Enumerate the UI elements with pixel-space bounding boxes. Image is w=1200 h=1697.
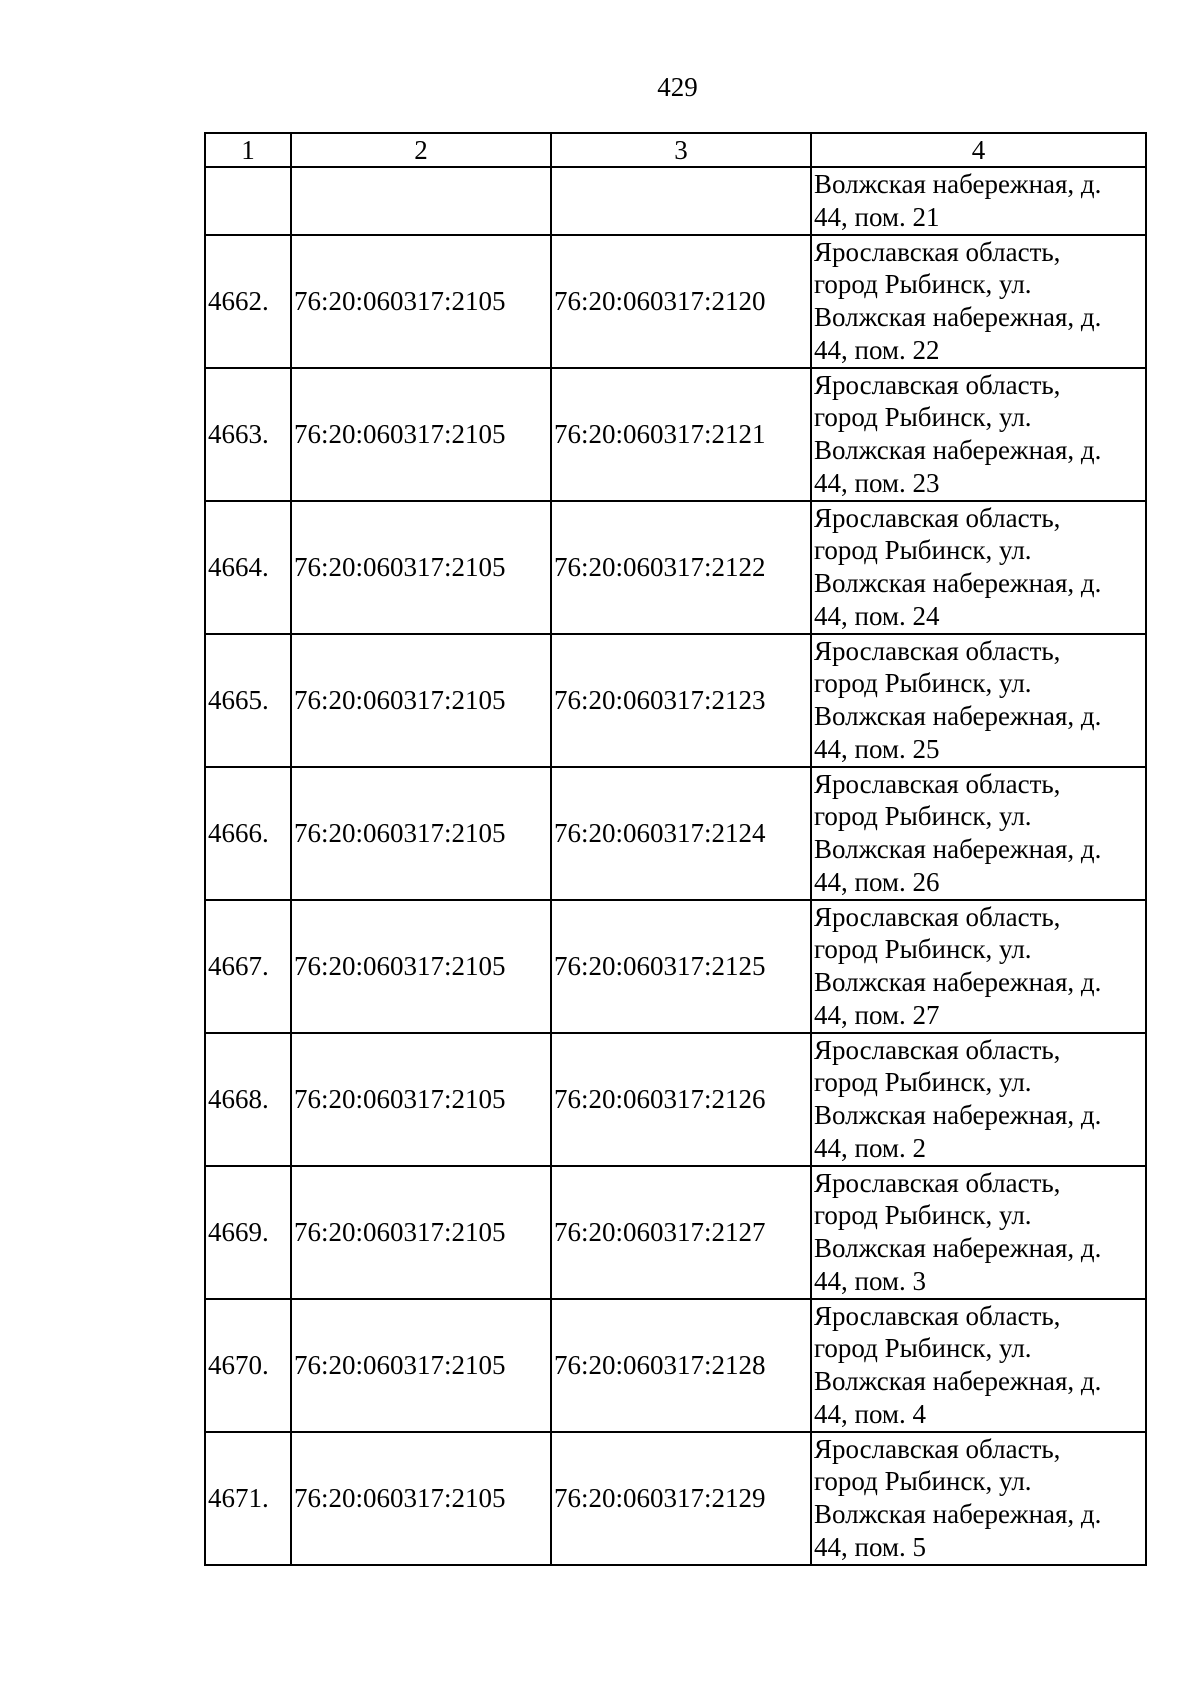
registry-table bbox=[204, 132, 1147, 1566]
address-cell: Ярославская область, город Рыбинск, ул. Волжская набережная, д. 44, пом. 4 bbox=[811, 1299, 1146, 1432]
page-number: 429 bbox=[657, 72, 698, 102]
address-cell: Ярославская область, город Рыбинск, ул. Волжская набережная, д. 44, пом. 24 bbox=[811, 501, 1146, 634]
parent-cadastral-cell: 76:20:060317:2105 bbox=[291, 1033, 551, 1166]
parent-cadastral-cell: 76:20:060317:2105 bbox=[291, 501, 551, 634]
cadastral-number-cell bbox=[551, 167, 811, 235]
table-row-continuation bbox=[205, 167, 1146, 235]
address-cell: Ярославская область, город Рыбинск, ул. Волжская набережная, д. 44, пом. 27 bbox=[811, 900, 1146, 1033]
table-row bbox=[205, 1033, 1146, 1166]
cadastral-number-cell: 76:20:060317:2127 bbox=[551, 1166, 811, 1299]
parent-cadastral-cell: 76:20:060317:2105 bbox=[291, 368, 551, 501]
parent-cadastral-cell: 76:20:060317:2105 bbox=[291, 634, 551, 767]
cadastral-number-cell: 76:20:060317:2124 bbox=[551, 767, 811, 900]
cadastral-number-cell: 76:20:060317:2122 bbox=[551, 501, 811, 634]
cadastral-number-cell: 76:20:060317:2121 bbox=[551, 368, 811, 501]
cadastral-number-cell: 76:20:060317:2129 bbox=[551, 1432, 811, 1565]
column-header-2: 2 bbox=[291, 133, 551, 167]
row-number-cell: 4671. bbox=[205, 1432, 291, 1565]
parent-cadastral-cell: 76:20:060317:2105 bbox=[291, 767, 551, 900]
column-header-1: 1 bbox=[205, 133, 291, 167]
address-cell: Волжская набережная, д. 44, пом. 21 bbox=[811, 167, 1146, 235]
parent-cadastral-cell: 76:20:060317:2105 bbox=[291, 235, 551, 368]
row-number-cell: 4669. bbox=[205, 1166, 291, 1299]
row-number-cell: 4668. bbox=[205, 1033, 291, 1166]
table-row bbox=[205, 368, 1146, 501]
table-row bbox=[205, 235, 1146, 368]
address-cell: Ярославская область, город Рыбинск, ул. Волжская набережная, д. 44, пом. 5 bbox=[811, 1432, 1146, 1565]
table-row bbox=[205, 767, 1146, 900]
column-header-4: 4 bbox=[811, 133, 1146, 167]
cadastral-number-cell: 76:20:060317:2120 bbox=[551, 235, 811, 368]
row-number-cell: 4664. bbox=[205, 501, 291, 634]
table-row bbox=[205, 1166, 1146, 1299]
cadastral-number-cell: 76:20:060317:2123 bbox=[551, 634, 811, 767]
parent-cadastral-cell: 76:20:060317:2105 bbox=[291, 1299, 551, 1432]
row-number-cell: 4662. bbox=[205, 235, 291, 368]
table-row bbox=[205, 1299, 1146, 1432]
parent-cadastral-cell bbox=[291, 167, 551, 235]
address-cell: Ярославская область, город Рыбинск, ул. Волжская набережная, д. 44, пом. 22 bbox=[811, 235, 1146, 368]
row-number-cell: 4670. bbox=[205, 1299, 291, 1432]
table-header-row bbox=[205, 133, 1146, 167]
row-number-cell: 4663. bbox=[205, 368, 291, 501]
cadastral-number-cell: 76:20:060317:2126 bbox=[551, 1033, 811, 1166]
address-cell: Ярославская область, город Рыбинск, ул. Волжская набережная, д. 44, пом. 2 bbox=[811, 1033, 1146, 1166]
table-row bbox=[205, 501, 1146, 634]
table-row bbox=[205, 634, 1146, 767]
column-header-3: 3 bbox=[551, 133, 811, 167]
address-cell: Ярославская область, город Рыбинск, ул. Волжская набережная, д. 44, пом. 3 bbox=[811, 1166, 1146, 1299]
row-number-cell: 4667. bbox=[205, 900, 291, 1033]
parent-cadastral-cell: 76:20:060317:2105 bbox=[291, 1166, 551, 1299]
address-cell: Ярославская область, город Рыбинск, ул. Волжская набережная, д. 44, пом. 26 bbox=[811, 767, 1146, 900]
parent-cadastral-cell: 76:20:060317:2105 bbox=[291, 900, 551, 1033]
address-cell: Ярославская область, город Рыбинск, ул. Волжская набережная, д. 44, пом. 23 bbox=[811, 368, 1146, 501]
table-row bbox=[205, 1432, 1146, 1565]
address-cell: Ярославская область, город Рыбинск, ул. Волжская набережная, д. 44, пом. 25 bbox=[811, 634, 1146, 767]
row-number-cell bbox=[205, 167, 291, 235]
row-number-cell: 4665. bbox=[205, 634, 291, 767]
cadastral-number-cell: 76:20:060317:2125 bbox=[551, 900, 811, 1033]
table-row bbox=[205, 900, 1146, 1033]
parent-cadastral-cell: 76:20:060317:2105 bbox=[291, 1432, 551, 1565]
cadastral-number-cell: 76:20:060317:2128 bbox=[551, 1299, 811, 1432]
row-number-cell: 4666. bbox=[205, 767, 291, 900]
